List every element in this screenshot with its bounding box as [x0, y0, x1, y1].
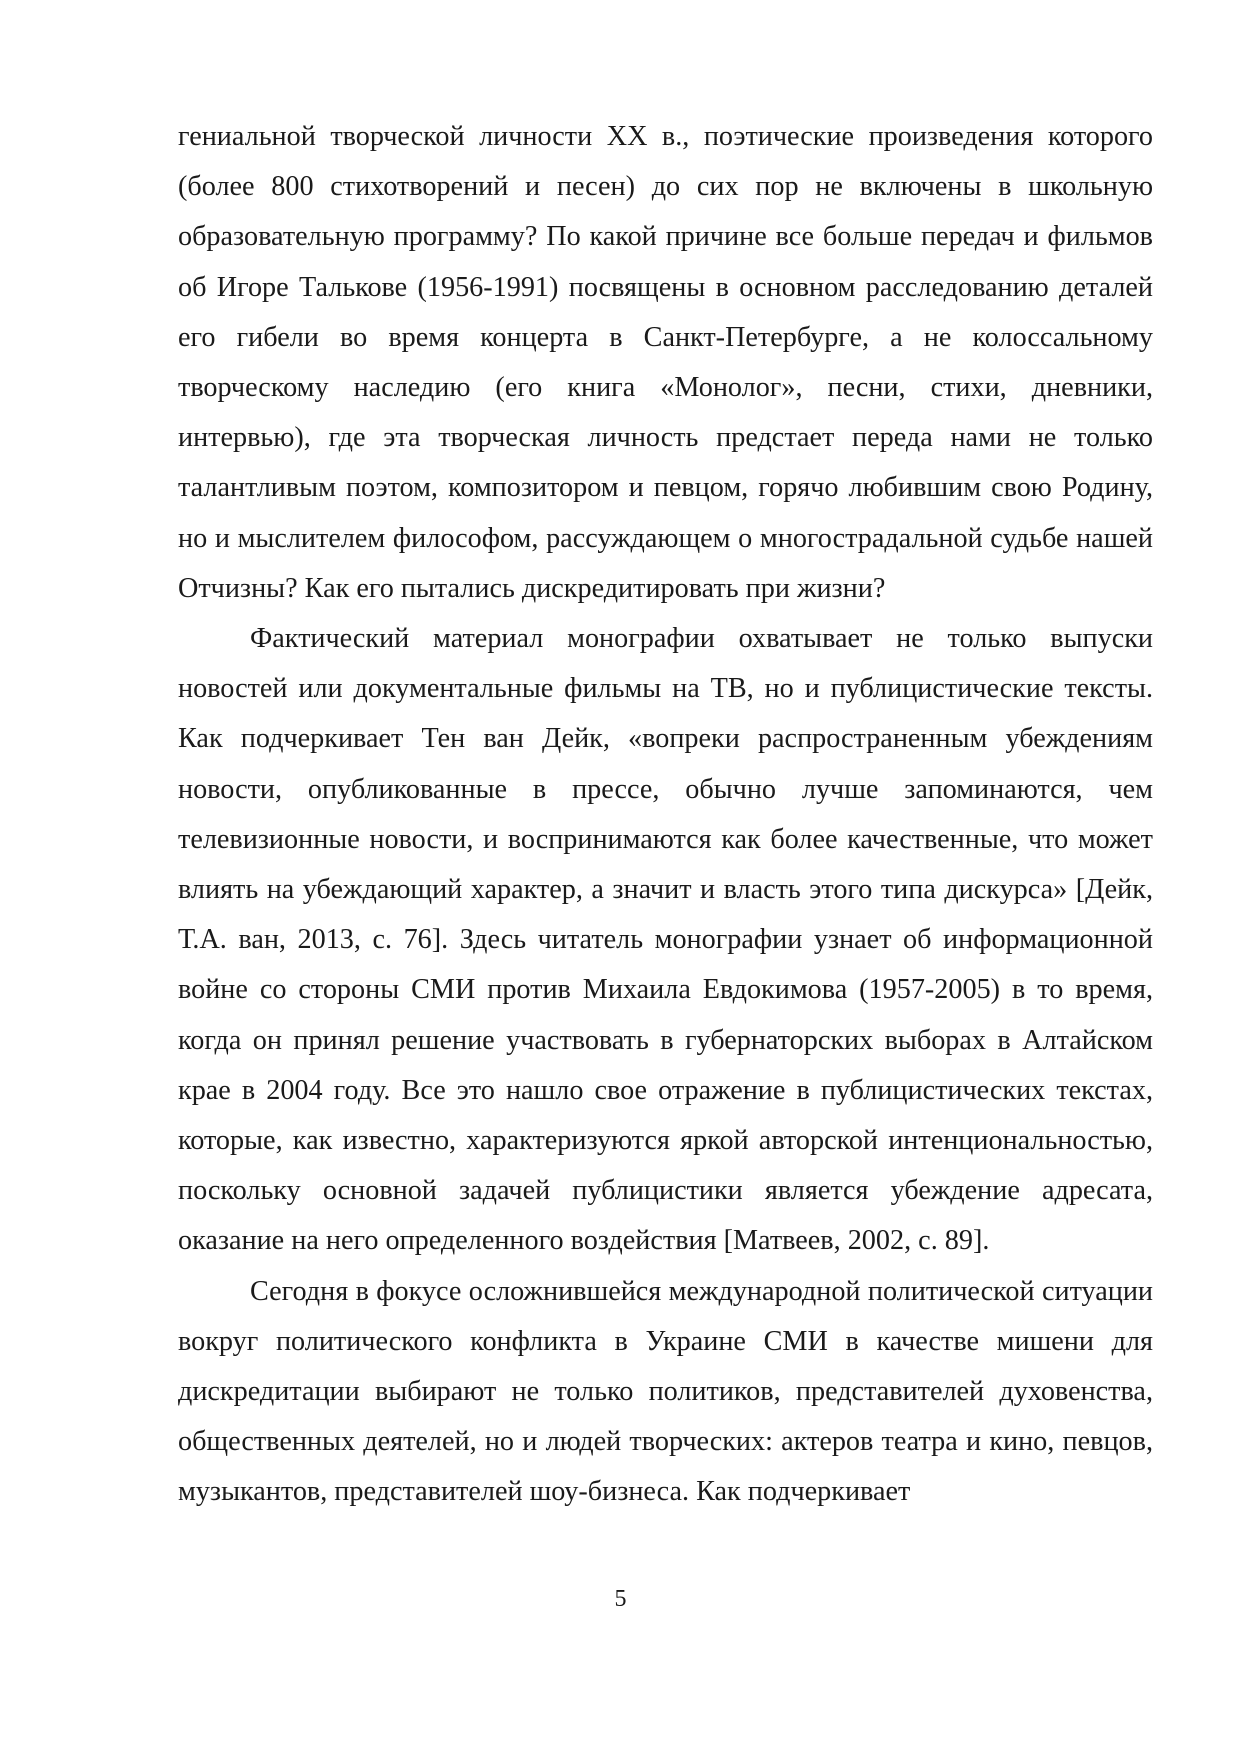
page-number: 5 [614, 1586, 627, 1612]
paragraph-today-focus: Сегодня в фокусе осложнившейся международной политической ситуации вокруг политического конфликта в Украине СМИ в качестве мишени для дискредитации выбирают не только политиков, представителей духовенства, общественных деятелей, но и людей творческих: актеров театра и кино, певцов, музыкантов, представителей шоу-бизнеса. Как подчеркивает [178, 1275, 1153, 1508]
paragraph-factual-material: Фактический материал монографии охватывает не только выпуски новостей или документальные фильмы на ТВ, но и публицистические тексты. Как подчеркивает Тен ван Дейк, «вопреки распространенным убеждениям новости, опубликованные в прессе, обычно лучше запоминаются, чем телевизионные новости, и воспринимаются как более качественные, что может влиять на убеждающий характер, а значит и власть этого типа дискурса» [Дейк, Т.А. ван, 2013, с. 76]. Здесь читатель монографии узнает об информационной войне со стороны СМИ против Михаила Евдокимова (1957-2005) в то время, когда он принял решение участвовать в губернаторских выборах в Алтайском крае в 2004 году. Все это нашло свое отражение в публицистических текстах, которые, как известно, характеризуются яркой авторской интенциональностью, поскольку основной задачей публицистики является убеждение адресата, оказание на него определенного воздействия [Матвеев, 2002, с. 89]. [178, 623, 1153, 1257]
paragraph-continuation: гениальной творческой личности XX в., поэтические произведения которого (более 800 стихотворений и песен) до сих пор не включены в школьную образовательную программу? По какой причине все больше передач и фильмов об Игоре Талькове (1956-1991) посвящены в основном расследованию деталей его гибели во время концерта в Санкт-Петербурге, а не колоссальному творческому наследию (его книга «Монолог», песни, стихи, дневники, интервью), где эта творческая личность предстает переда нами не только талантливым поэтом, композитором и певцом, горячо любившим свою Родину, но и мыслителем философом, рассуждающем о многострадальной судьбе нашей Отчизны? Как его пытались дискредитировать при жизни? [178, 121, 1153, 604]
document-body [178, 112, 1153, 1518]
